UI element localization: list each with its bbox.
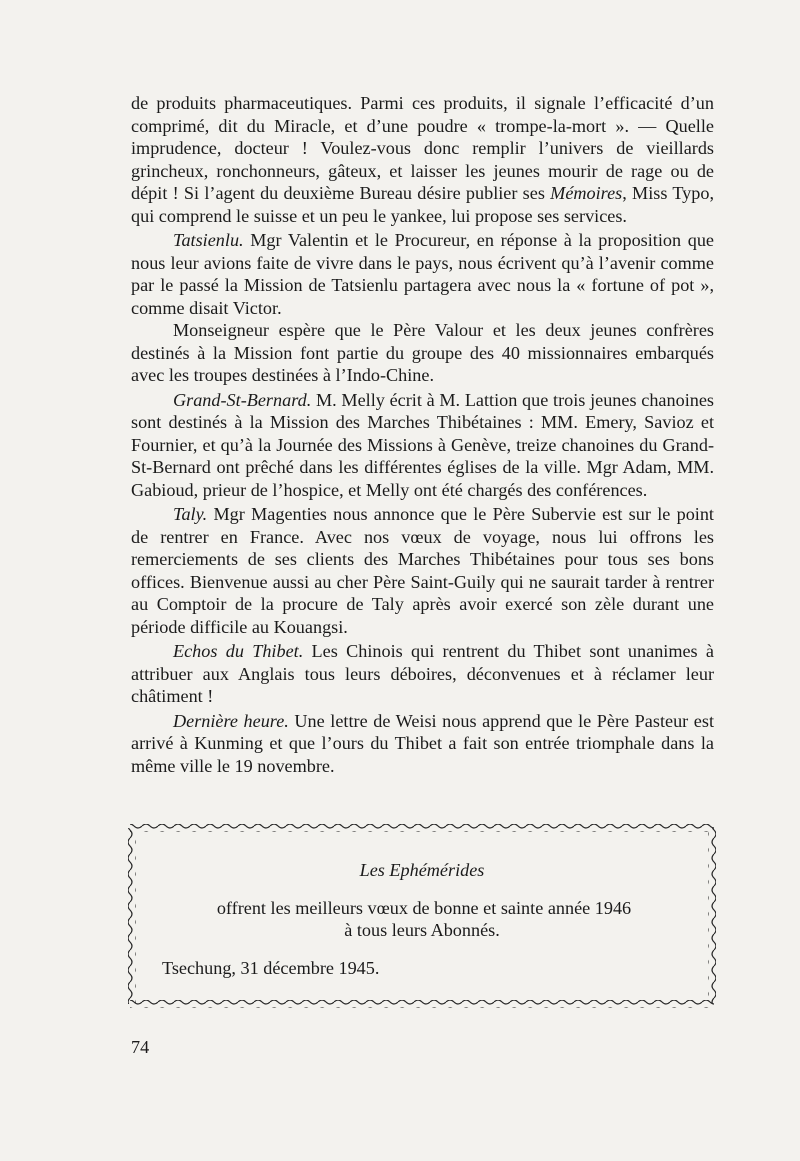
paragraph-heading: Grand-St-Bernard.	[173, 389, 312, 410]
paragraph-derniere-heure	[131, 710, 714, 778]
paragraph-text: Mgr Magenties nous annonce que le Père Subervie est sur le point de rentrer en France. Avec nos vœux de voyage, nous lui offrons les remerciements de ses clients des Marches Thibétaines pour tous ses bons offices. Bienvenue aussi au cher Père Saint-Guily qui ne saurait tarder à rentrer au Comptoir de la procure de Taly après avoir exercé son zèle durant une période difficile au Kouangsi.	[131, 504, 714, 637]
paragraph-text: M. Melly écrit à M. Lattion que trois jeunes chanoines sont destinés à la Mission des Marches Thibétaines : MM. Emery, Savioz et Fournier, et qu’à la Journée des Missions à Genève, treize chanoines du Grand-St-Bernard ont prêché dans les différentes églises de la ville. Mgr Adam, MM. Gabioud, prieur de l’hospice, et Melly ont été chargés des conférences.	[131, 389, 714, 500]
italic-title-memoires: Mémoires	[550, 183, 623, 203]
box-greeting-line1: offrent les meilleurs vœux de bonne et sainte année 1946	[216, 898, 632, 918]
paragraph-taly	[131, 503, 714, 638]
paragraph-continuation	[131, 92, 714, 227]
paragraph-text: Monseigneur espère que le Père Valour et les deux jeunes confrères destinés à la Mission font partie du groupe des 40 missionnaires embarqués avec les troupes destinées à l’Indo-Chine.	[131, 320, 714, 385]
paragraph-text: , Miss Typo, qui comprend le suisse et un peu le yankee, lui propose ses services.	[131, 183, 714, 226]
page-number: 74	[131, 1037, 150, 1057]
paragraph-monseigneur	[131, 319, 714, 387]
paragraph-text: Les Chinois qui rentrent du Thibet sont unanimes à attribuer aux Anglais tous leurs déboires, déconvenues et à réclamer leur châtiment !	[131, 641, 715, 706]
paragraph-text: de produits pharmaceutiques. Parmi ces produits, il signale l’efficacité d’un comprimé, dit du Miracle, et d’une poudre « trompe-la-mort ». — Quelle imprudence, docteur ! Voulez-vous donc remplir l’univers de vieillards grincheux, ronchonneurs, gâteux, et laisser les jeunes mourir de rage ou de dépit ! Si l’agent du deuxième Bureau désire publier ses	[131, 93, 714, 203]
paragraph-tatsienlu	[131, 229, 714, 319]
paragraph-heading: Dernière heure.	[173, 710, 289, 731]
paragraph-heading: Taly.	[173, 504, 208, 524]
paragraph-text: Mgr Valentin et le Procureur, en réponse à la proposition que nous leur avions faite de vivre dans le pays, nous écrivent qu’à l’avenir comme par le passé la Mission de Tatsienlu partagera avec nous la « fortune of pot », comme disait Victor.	[131, 230, 714, 318]
box-date: Tsechung, 31 décembre 1945.	[162, 958, 380, 978]
box-greeting-line2: à tous leurs Abonnés.	[344, 920, 500, 940]
paragraph-text: Une lettre de Weisi nous apprend que le Père Pasteur est arrivé à Kunming et que l’ours du Thibet a fait son entrée triomphale dans la même ville le 19 novembre.	[131, 710, 714, 776]
paragraph-echos-du-thibet	[131, 640, 714, 708]
paragraph-grand-st-bernard	[131, 389, 714, 502]
main-text	[131, 92, 714, 777]
paragraph-heading: Tatsienlu.	[173, 230, 244, 250]
paragraph-heading: Echos du Thibet.	[173, 641, 304, 661]
box-title: Les Ephémérides	[359, 860, 485, 880]
